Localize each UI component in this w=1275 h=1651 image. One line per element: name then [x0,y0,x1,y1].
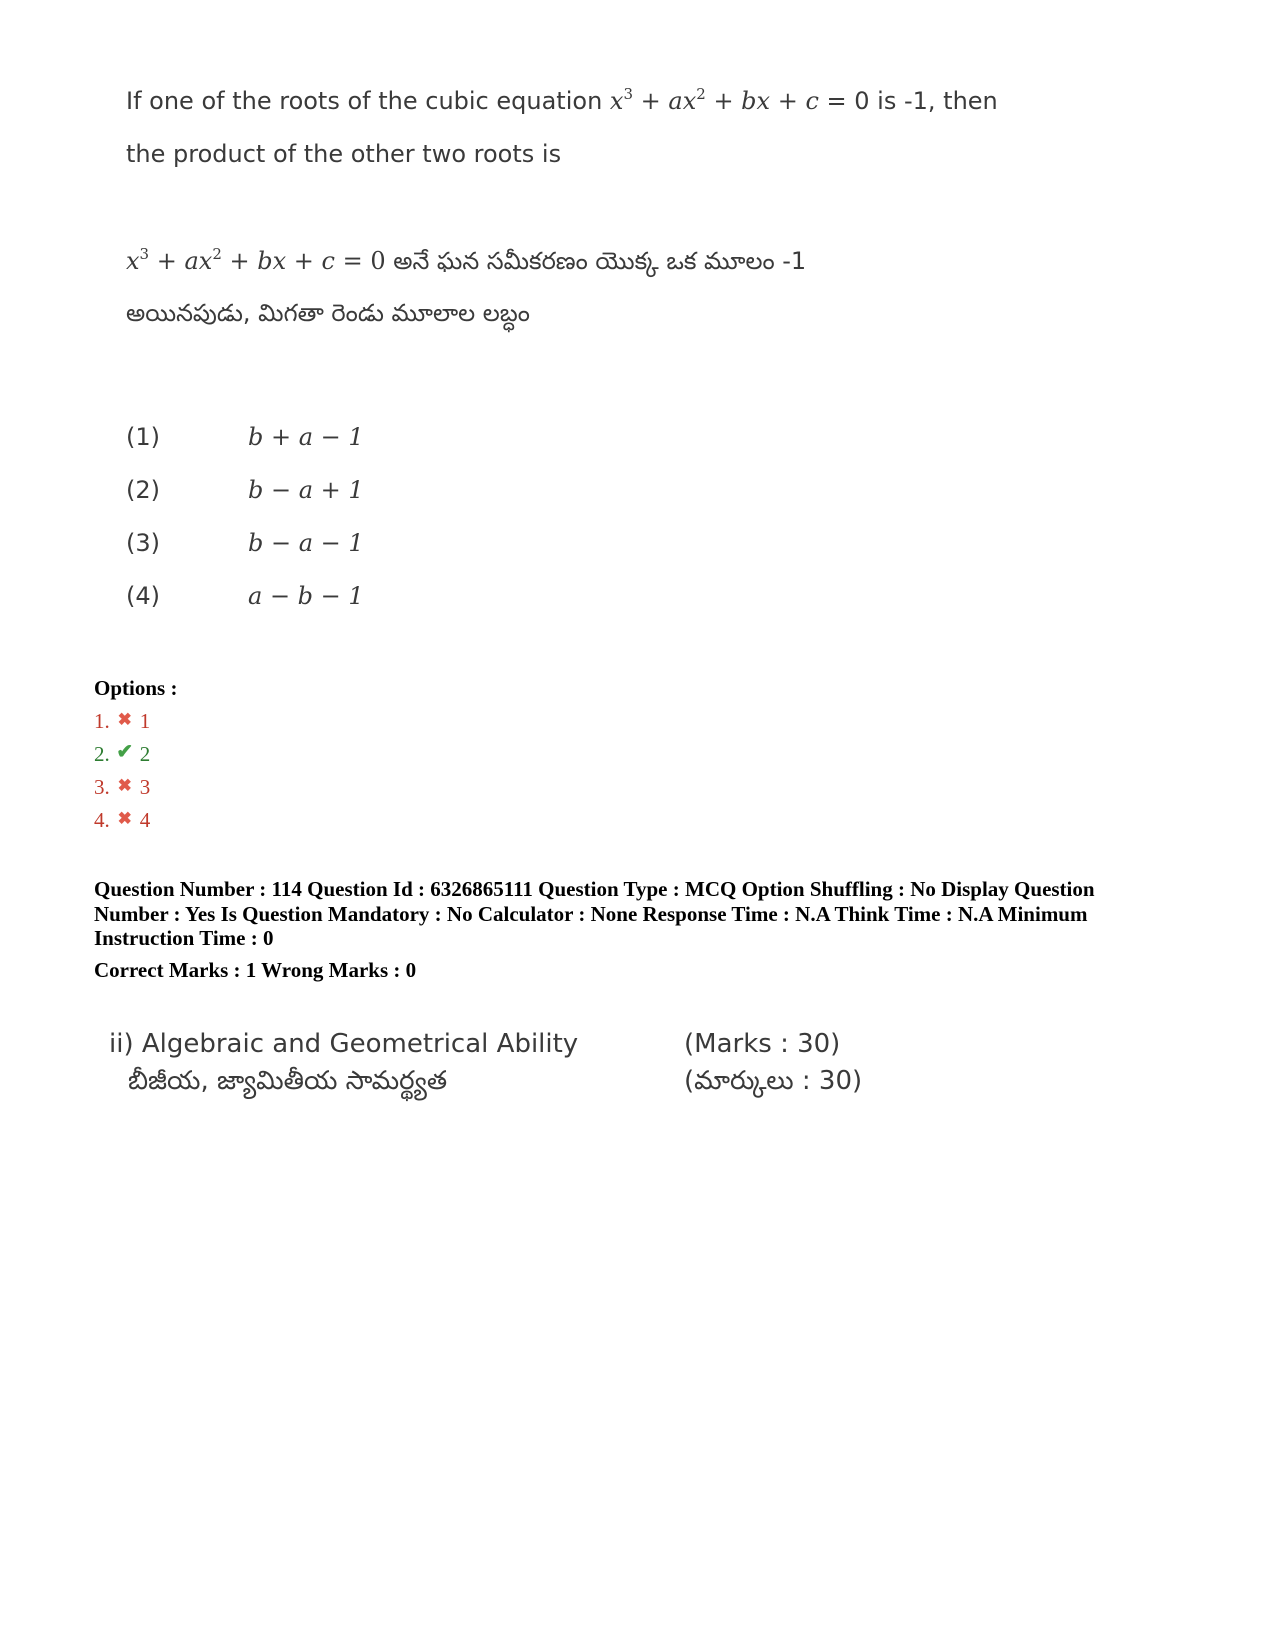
answer-option-3: 3. ✖ 3 [94,775,151,799]
answer-option-1: 1. ✖ 1 [94,709,151,733]
question-option-3: (3) b − a − 1 [126,529,364,557]
question-english-line-1: If one of the roots of the cubic equation $x^3 + ax^2$ + bx + c = 0 is -1, then [126,85,998,115]
section-marks-english: (Marks : 30) [684,1029,841,1059]
question-option-2: (2) b − a + 1 [126,476,364,504]
cross-icon: ✖ [117,809,132,828]
answer-option-2: 2. ✔ 2 [94,741,151,766]
checkmark-icon: ✔ [116,741,134,763]
marks-info: Correct Marks : 1 Wrong Marks : 0 [94,958,417,982]
question-telugu-line-1: $x^3 + ax^2$ + bx + c = 0 అనే ఘన సమీకరణం యొక్క ఒక మూలం -1 [126,245,807,275]
section-marks-telugu: (మార్కులు : 30) [684,1066,863,1096]
options-heading: Options : [94,676,178,700]
question-metadata: Question Number : 114 Question Id : 6326865111 Question Type : MCQ Option Shuffling : No Display Question Number : Yes Is Question Mandatory : No Calculator : None Response Time : N.A Think Time : N.A Minimum Instruction Time : 0 [94,877,1095,950]
question-english-line-2: the product of the other two roots is [126,140,562,168]
question-telugu-line-2: అయినపుడు, మిగతా రెండు మూలాల లబ్ధం [126,299,530,327]
question-option-4: (4) a − b − 1 [126,582,364,610]
cubic-equation-telugu: $x^3 + ax^2$ + bx + c = 0 [126,245,386,275]
section-title-telugu: బీజీయ, జ్యామితీయ సామర్థ్యత [128,1066,448,1096]
cubic-equation: $x^3 + ax^2$ + bx + c [609,85,819,115]
section-title-english: ii) Algebraic and Geometrical Ability [109,1029,579,1059]
answer-option-4: 4. ✖ 4 [94,808,151,832]
cross-icon: ✖ [117,776,132,795]
cross-icon: ✖ [117,710,132,729]
question-option-1: (1) b + a − 1 [126,423,364,451]
